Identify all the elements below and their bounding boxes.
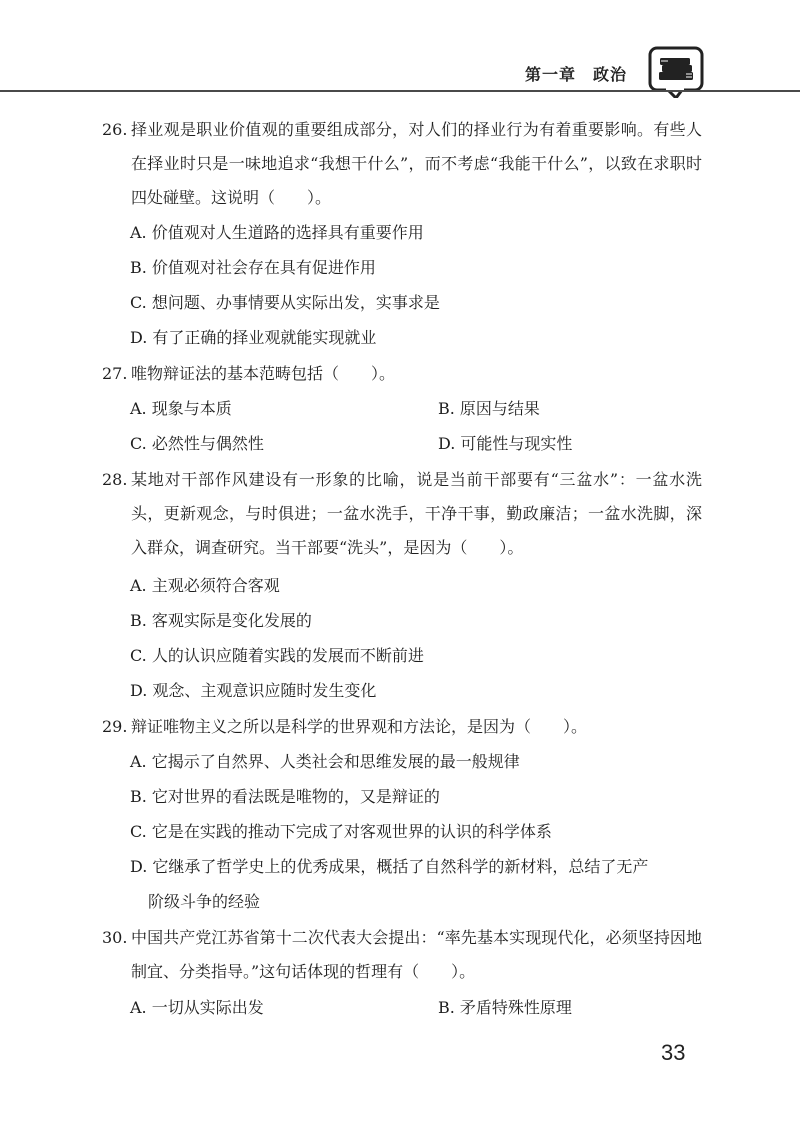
option-row [130, 216, 700, 250]
option-c[interactable]: C. 想问题、办事情要从实际出发，实事求是 [130, 293, 440, 312]
option-d[interactable]: D. 有了正确的择业观就能实现就业 [130, 328, 377, 347]
question-stem: 某地对干部作风建设有一形象的比喻，说是当前干部要有“三盆水”：一盆水洗头，更新观念，与时俱进；一盆水洗手，干净干事，勤政廉洁；一盆水洗脚，深入群众，调查研究。当干部要“洗头”，是因为（ ）。 [131, 470, 702, 557]
question-28 [102, 463, 702, 565]
option-row [130, 780, 700, 814]
option-row [130, 991, 700, 1025]
page-number: 33 [661, 1040, 686, 1065]
option-d-continuation: 阶级斗争的经验 [148, 892, 261, 911]
option-d[interactable]: D. 观念、主观意识应随时发生变化 [130, 681, 377, 700]
option-c[interactable]: C. 必然性与偶然性 [130, 434, 264, 453]
option-row [130, 251, 700, 285]
option-b[interactable]: B. 矛盾特殊性原理 [438, 998, 572, 1017]
option-b[interactable]: B. 它对世界的看法既是唯物的，又是辩证的 [130, 787, 440, 806]
option-b[interactable]: B. 价值观对社会存在具有促进作用 [130, 258, 376, 277]
question-26 [102, 113, 702, 215]
question-stem: 辩证唯物主义之所以是科学的世界观和方法论，是因为（ ）。 [131, 717, 588, 736]
chapter-title: 第一章 政治 [525, 65, 628, 84]
option-row [130, 569, 700, 603]
option-row [130, 427, 700, 461]
option-c[interactable]: C. 它是在实践的推动下完成了对客观世界的认识的科学体系 [130, 822, 552, 841]
option-row [130, 639, 700, 673]
question-30 [102, 921, 702, 989]
option-a[interactable]: A. 一切从实际出发 [130, 998, 264, 1017]
option-d[interactable]: D. 它继承了哲学史上的优秀成果，概括了自然科学的新材料，总结了无产 [130, 857, 649, 876]
question-number: 29. [102, 717, 128, 736]
option-d[interactable]: D. 可能性与现实性 [438, 434, 573, 453]
question-number: 28. [102, 470, 128, 489]
option-b[interactable]: B. 客观实际是变化发展的 [130, 611, 312, 630]
option-row [130, 321, 700, 355]
option-row [130, 392, 700, 426]
question-stem: 中国共产党江苏省第十二次代表大会提出：“率先基本实现现代化，必须坚持因地制宜、分类指导。”这句话体现的哲理有（ ）。 [131, 928, 702, 981]
question-29 [102, 710, 702, 744]
option-a[interactable]: A. 它揭示了自然界、人类社会和思维发展的最一般规律 [130, 752, 520, 771]
option-row [130, 604, 700, 638]
option-b[interactable]: B. 原因与结果 [438, 399, 540, 418]
question-27 [102, 357, 702, 391]
question-number: 27. [102, 364, 128, 383]
question-number: 26. [102, 120, 128, 139]
option-row [130, 745, 700, 779]
option-a[interactable]: A. 价值观对人生道路的选择具有重要作用 [130, 223, 424, 242]
option-row [130, 286, 700, 320]
question-number: 30. [102, 928, 128, 947]
option-row [130, 850, 700, 884]
option-row [130, 815, 700, 849]
option-c[interactable]: C. 人的认识应随着实践的发展而不断前进 [130, 646, 424, 665]
option-a[interactable]: A. 主观必须符合客观 [130, 576, 280, 595]
option-a[interactable]: A. 现象与本质 [130, 399, 232, 418]
question-stem: 唯物辩证法的基本范畴包括（ ）。 [131, 364, 396, 383]
header-divider [0, 90, 800, 92]
question-stem: 择业观是职业价值观的重要组成部分，对人们的择业行为有着重要影响。有些人在择业时只是一味地追求“我想干什么”，而不考虑“我能干什么”，以致在求职时四处碰壁。这说明（ ）。 [131, 120, 702, 207]
option-row [130, 674, 700, 708]
